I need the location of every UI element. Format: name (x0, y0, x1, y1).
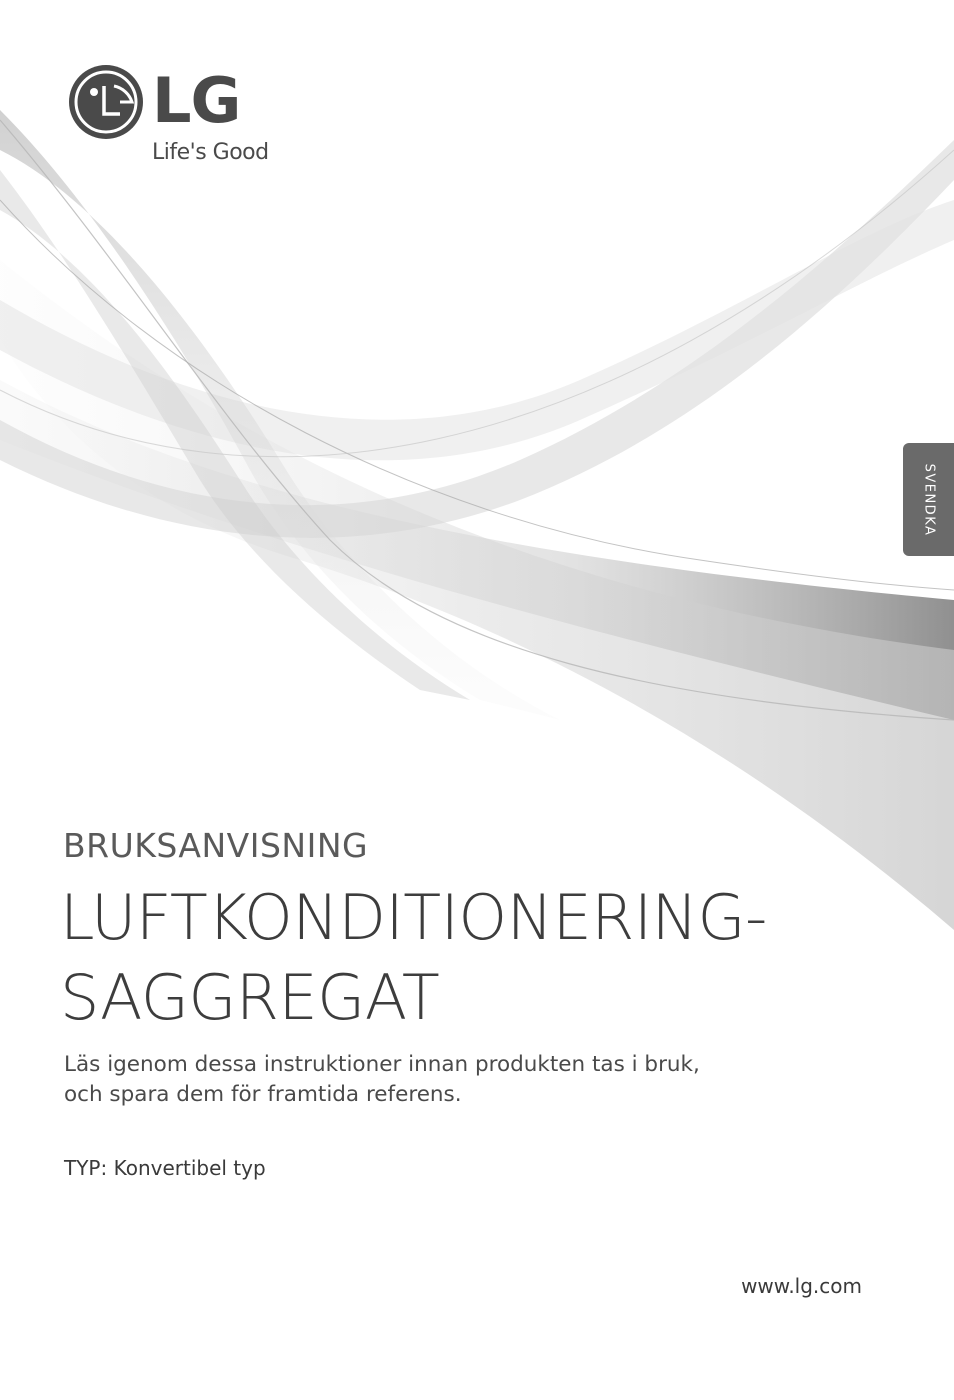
language-tab (903, 443, 954, 556)
lg-face-icon (68, 64, 144, 140)
logo-slogan: Life's Good (152, 140, 269, 165)
product-type: TYP: Konvertibel typ (64, 1156, 266, 1180)
logo-brand-text: LG (152, 64, 241, 137)
intro-line-1: Läs igenom dessa instruktioner innan produkten tas i bruk, (64, 1052, 700, 1077)
document-title (60, 878, 767, 1038)
title-line-1: LUFTKONDITIONERING- (60, 881, 767, 954)
website-link[interactable]: www.lg.com (741, 1274, 862, 1298)
document-subtitle: BRUKSANVISNING (63, 826, 369, 865)
intro-line-2: och spara dem för framtida referens. (64, 1082, 462, 1107)
title-line-2: SAGGREGAT (60, 961, 440, 1034)
intro-text (64, 1050, 700, 1110)
lg-logo (68, 64, 269, 165)
language-tab-label: SVENDKA (921, 463, 936, 536)
